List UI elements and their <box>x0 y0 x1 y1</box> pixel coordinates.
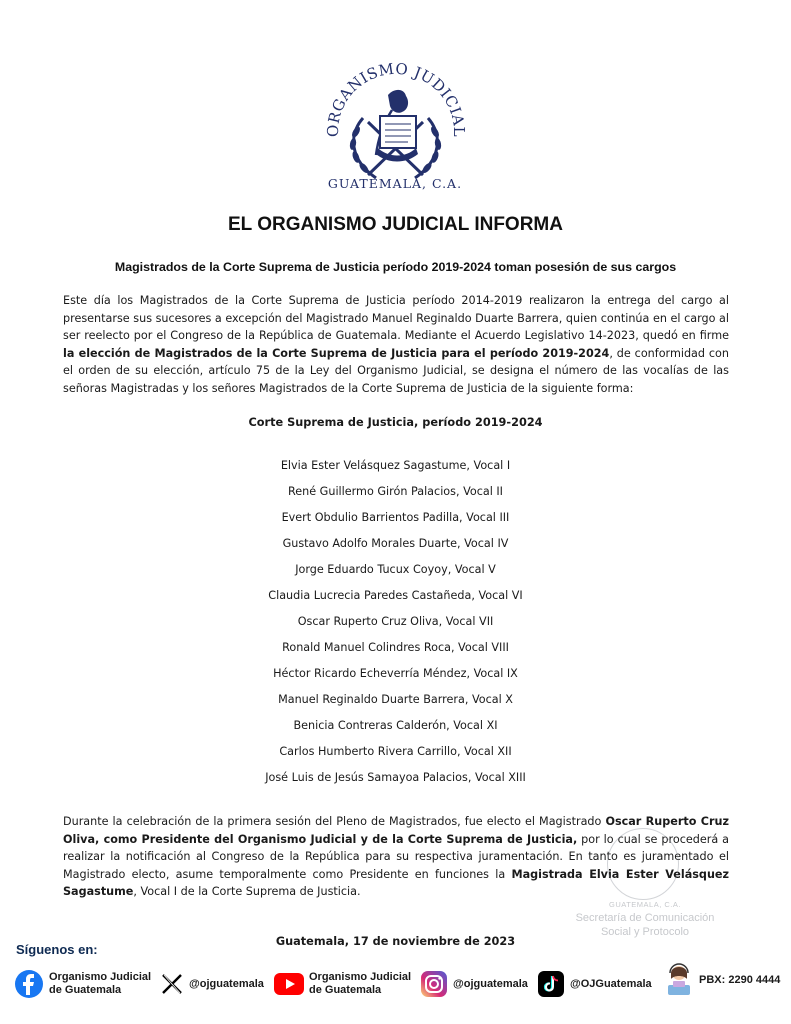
list-item: Jorge Eduardo Tucux Coyoy, Vocal V <box>295 563 496 576</box>
list-item: Oscar Ruperto Cruz Oliva, Vocal VII <box>297 615 494 628</box>
list-item: Gustavo Adolfo Morales Duarte, Vocal IV <box>282 537 509 550</box>
x-icon <box>160 972 184 996</box>
closing-bold-2: Magistrada Elvia Ester Velásquez Sagastume <box>63 867 730 899</box>
closing-bold-1: Oscar Ruperto Cruz Oliva, como Presidente del Organismo Judicial y de la Corte Suprema de Justicia, <box>63 815 729 846</box>
intro-paragraph <box>63 292 729 398</box>
court-title: Corte Suprema de Justicia, período 2019-2024 <box>248 416 543 429</box>
facebook-label-line2: de Guatemala <box>49 984 122 996</box>
list-item: José Luis de Jesús Samayoa Palacios, Vocal XIII <box>265 771 526 784</box>
intro-text-after: , de conformidad con el orden de su elección, artículo 75 de la Ley del Organismo Judicial, se designa el número de las vocalías de las señoras Magistradas y los señores Magistrados de la Corte Suprema de Justicia de la siguiente forma: <box>63 346 729 395</box>
seal-line-3: Social y Protocolo <box>600 926 690 938</box>
instagram-handle: @ojguatemala <box>453 977 528 990</box>
list-item: Benicia Contreras Calderón, Vocal XI <box>293 719 498 732</box>
page-title: EL ORGANISMO JUDICIAL INFORMA <box>228 214 563 235</box>
logo-bottom-text: GUATEMALA, C.A. <box>327 176 463 191</box>
tiktok-link[interactable] <box>537 966 652 1002</box>
list-item: Ronald Manuel Colindres Roca, Vocal VIII <box>282 641 509 654</box>
list-item: Carlos Humberto Rivera Carrillo, Vocal XII <box>279 745 512 758</box>
youtube-label-line1: Organismo Judicial <box>309 971 412 983</box>
x-link[interactable] <box>160 966 264 1002</box>
x-handle: @ojguatemala <box>189 977 264 990</box>
youtube-link[interactable] <box>274 966 411 1002</box>
closing-text-1: Durante la celebración de la primera sesión del Pleno de Magistrados, fue electo el Magistrado <box>63 815 606 828</box>
instagram-icon <box>420 970 448 998</box>
list-item: Héctor Ricardo Echeverría Méndez, Vocal IX <box>273 667 518 680</box>
date-line: Guatemala, 17 de noviembre de 2023 <box>275 935 516 948</box>
instagram-link[interactable] <box>420 966 528 1002</box>
operator-icon <box>664 963 694 997</box>
magistrates-list <box>0 457 791 795</box>
facebook-link[interactable] <box>14 966 151 1002</box>
youtube-label-line2: de Guatemala <box>309 984 382 996</box>
phone-contact[interactable] <box>664 962 780 998</box>
list-item: Elvia Ester Velásquez Sagastume, Vocal I <box>280 459 511 472</box>
tiktok-handle: @OJGuatemala <box>570 977 652 990</box>
closing-text-3: , Vocal I de la Corte Suprema de Justicia. <box>133 885 361 899</box>
seal-line-2: Secretaría de Comunicación <box>575 912 715 924</box>
facebook-label <box>49 971 151 997</box>
list-item: René Guillermo Girón Palacios, Vocal II <box>288 485 503 498</box>
tiktok-icon <box>537 970 565 998</box>
seal-line-1: GUATEMALA, C.A. <box>609 900 681 909</box>
list-item: Evert Obdulio Barrientos Padilla, Vocal III <box>281 511 510 524</box>
seal-emblem-icon <box>607 828 679 900</box>
intro-text-bold: la elección de Magistrados de la Corte Suprema de Justicia para el período 2019-2024 <box>63 346 610 360</box>
intro-text-before: Este día los Magistrados de la Corte Suprema de Justicia período 2014-2019 realizaron la entrega del cargo al presentarse sus sucesores a excepción del Magistrado Manuel Reginaldo Duarte Barrera, quien continúa en el cargo al ser reelecto por el Congreso de la República de Guatemala. Mediante el Acuerdo Legislativo 14-2023, quedó en firme <box>63 294 729 343</box>
follow-us-label: Síguenos en: <box>16 942 98 957</box>
youtube-label <box>309 971 411 997</box>
logo-arc-text: ORGANISMO JUDICIAL <box>323 59 469 138</box>
facebook-label-line1: Organismo Judicial <box>49 971 152 983</box>
facebook-icon <box>14 969 44 999</box>
closing-text-2: por lo cual se procederá a realizar la notificación al Congreso de la República para su respectiva juramentación. En tanto es juramentado el Magistrado electo, asume temporalmente como Presidente en funciones la <box>63 832 729 881</box>
phone-label: PBX: 2290 4444 <box>699 973 781 986</box>
subheadline: Magistrados de la Corte Suprema de Justicia período 2019-2024 toman posesión de sus cargos <box>114 260 677 274</box>
youtube-icon <box>274 973 304 995</box>
list-item: Manuel Reginaldo Duarte Barrera, Vocal X <box>278 693 513 706</box>
secretaria-seal <box>560 828 730 943</box>
list-item: Claudia Lucrecia Paredes Castañeda, Vocal VI <box>268 589 523 602</box>
